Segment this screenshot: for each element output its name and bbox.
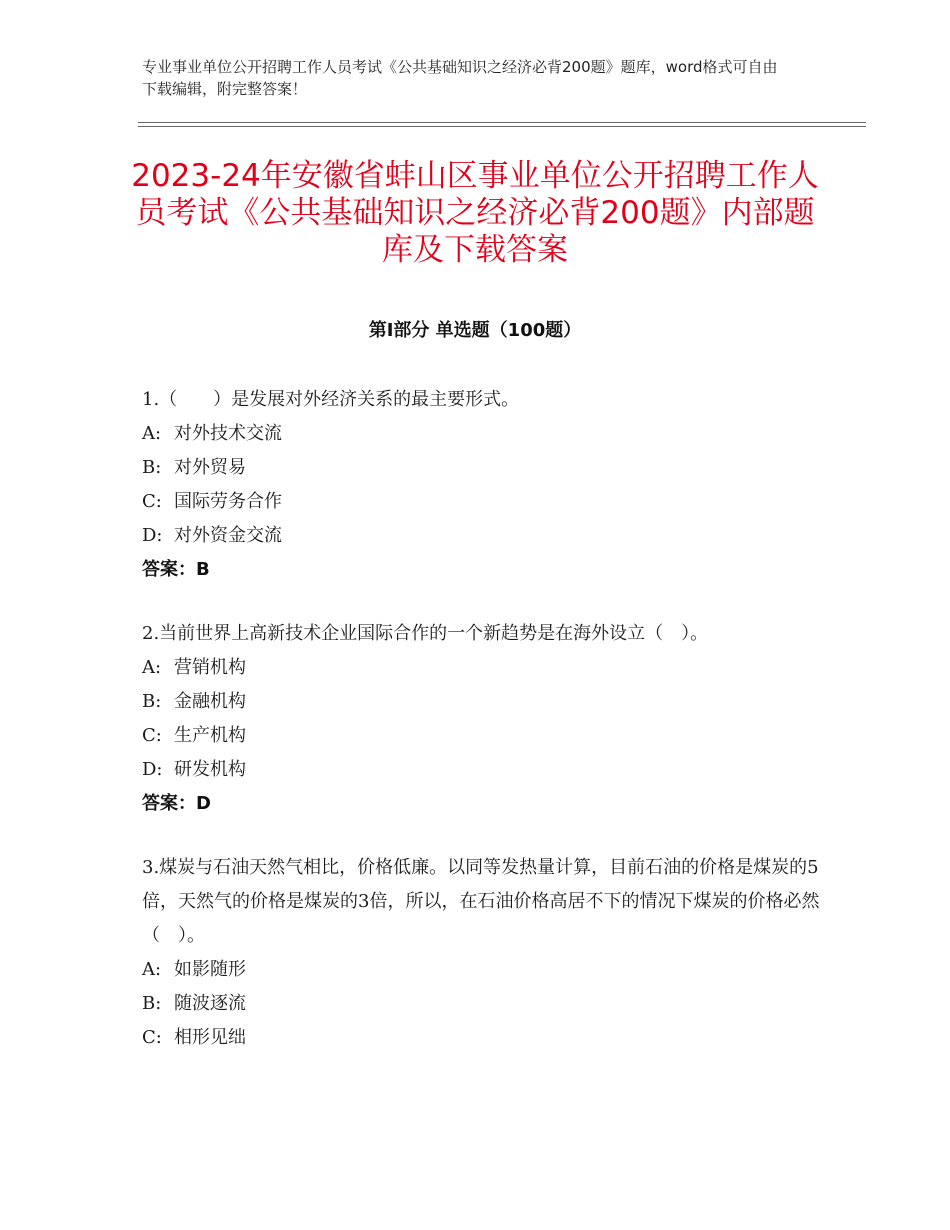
question-stem: 1.（ ）是发展对外经济关系的最主要形式。 <box>142 389 520 410</box>
question-stem: 2.当前世界上高新技术企业国际合作的一个新趋势是在海外设立（ ）。 <box>142 623 709 644</box>
option-d <box>142 519 822 553</box>
option-letter: A: <box>142 959 162 980</box>
option-letter: B: <box>142 993 162 1014</box>
option-letter: A: <box>142 423 162 444</box>
question-list <box>142 383 822 1085</box>
option-letter: B: <box>142 457 162 478</box>
option-text: 对外技术交流 <box>174 423 282 444</box>
option-text: 金融机构 <box>174 691 246 712</box>
option-letter: D: <box>142 525 163 546</box>
option-text: 对外资金交流 <box>174 525 282 546</box>
answer-line: 答案：B <box>142 559 210 580</box>
option-text: 生产机构 <box>174 725 246 746</box>
option-c <box>142 1021 822 1055</box>
section-title: 第Ⅰ部分 单选题（100题） <box>368 320 582 341</box>
option-text: 营销机构 <box>174 657 246 678</box>
option-text: 随波逐流 <box>174 993 246 1014</box>
option-b <box>142 987 822 1021</box>
option-letter: C: <box>142 725 162 746</box>
option-letter: C: <box>142 491 162 512</box>
option-text: 对外贸易 <box>174 457 246 478</box>
option-text: 相形见绌 <box>174 1027 246 1048</box>
option-text: 研发机构 <box>174 759 246 780</box>
option-letter: C: <box>142 1027 162 1048</box>
answer-line: 答案：D <box>142 793 211 814</box>
option-letter: B: <box>142 691 162 712</box>
option-b <box>142 451 822 485</box>
header-divider <box>138 122 866 127</box>
header-note: 专业事业单位公开招聘工作人员考试《公共基础知识之经济必背200题》题库，word格式可自由下载编辑，附完整答案！ <box>142 58 778 98</box>
option-c <box>142 719 822 753</box>
option-text: 如影随形 <box>174 959 246 980</box>
question-2 <box>142 617 822 821</box>
question-stem: 3.煤炭与石油天然气相比，价格低廉。以同等发热量计算，目前石油的价格是煤炭的5倍，天然气的价格是煤炭的3倍，所以，在石油价格高居不下的情况下煤炭的价格必然（ ）。 <box>142 857 820 946</box>
option-c <box>142 485 822 519</box>
option-letter: D: <box>142 759 163 780</box>
question-1 <box>142 383 822 587</box>
option-a <box>142 417 822 451</box>
question-3 <box>142 851 822 1055</box>
option-b <box>142 685 822 719</box>
option-letter: A: <box>142 657 162 678</box>
document-title: 2023-24年安徽省蚌山区事业单位公开招聘工作人员考试《公共基础知识之经济必背200题》内部题库及下载答案 <box>131 158 819 268</box>
option-a <box>142 953 822 987</box>
option-a <box>142 651 822 685</box>
option-text: 国际劳务合作 <box>174 491 282 512</box>
option-d <box>142 753 822 787</box>
